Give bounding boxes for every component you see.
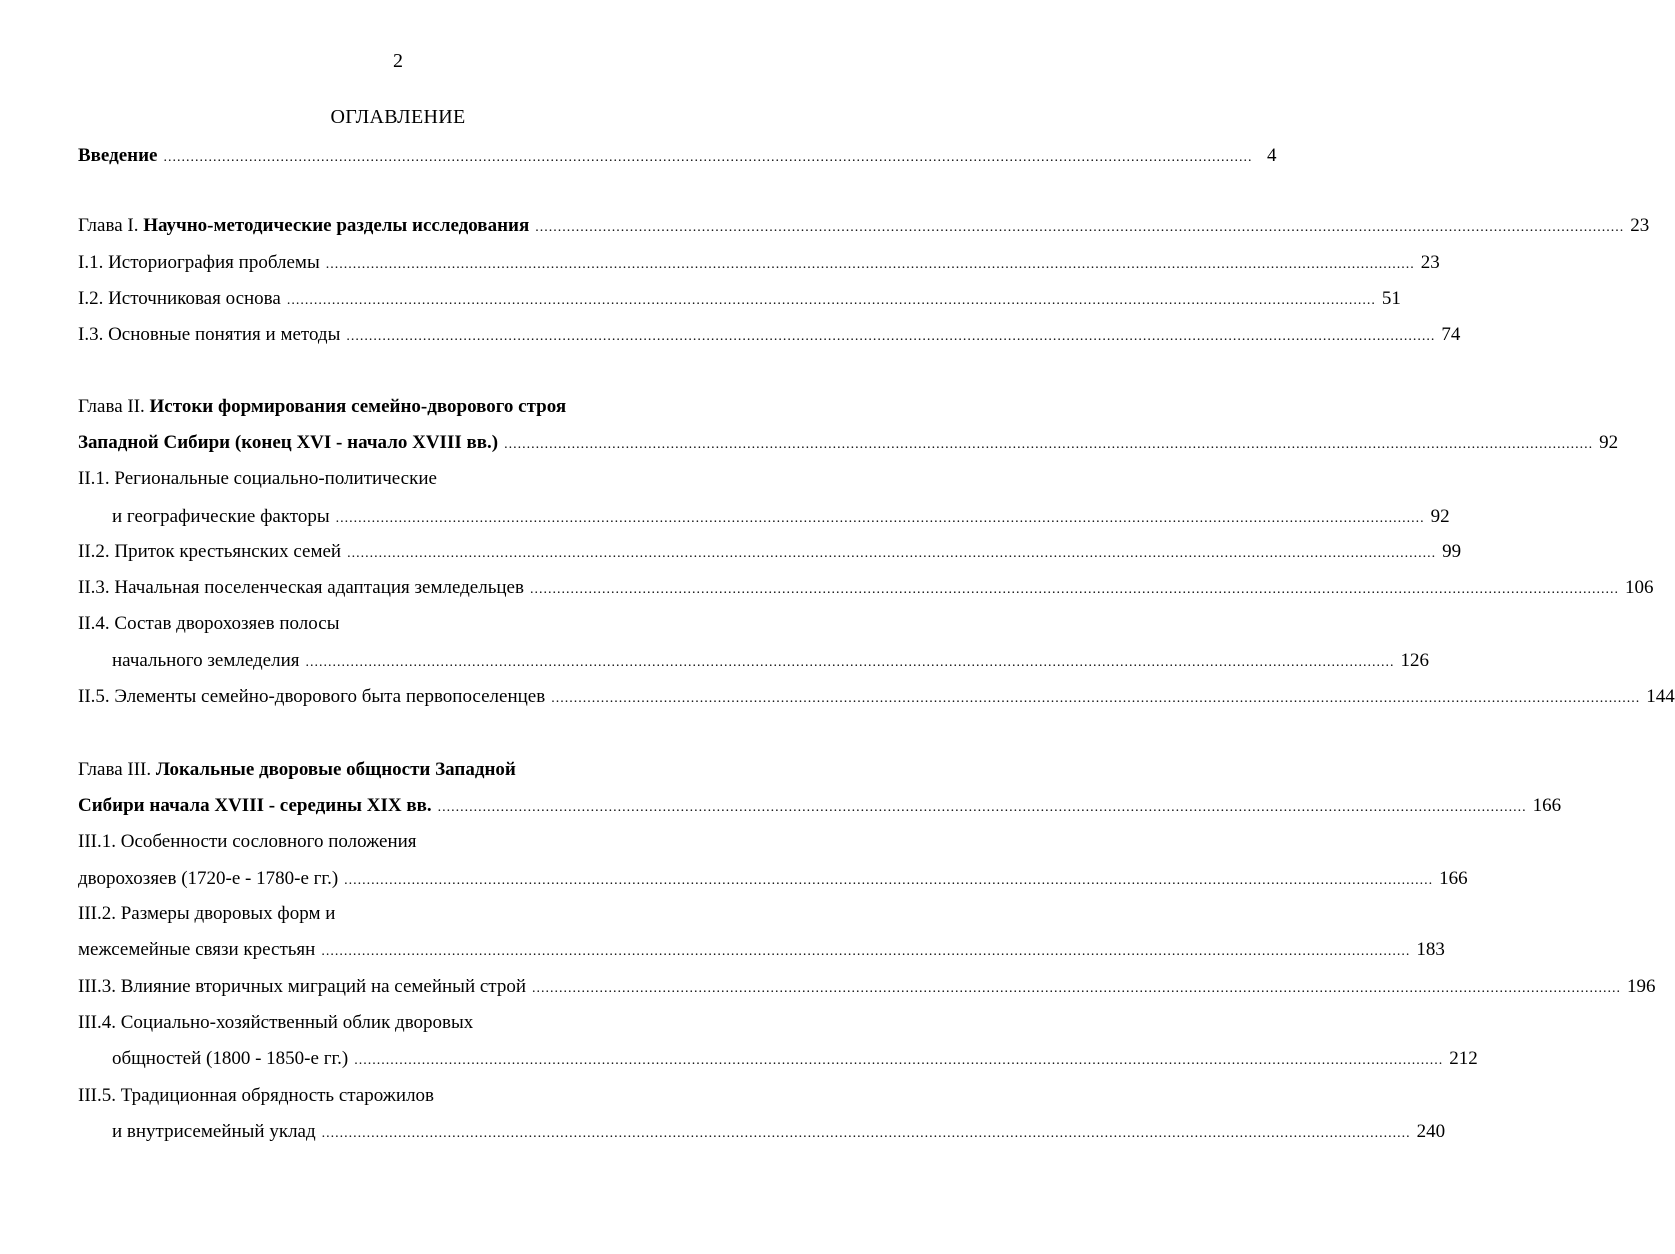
entry-page: 92 <box>1430 506 1450 527</box>
dot-leader: .................................................................................................................................................................................................................................................. <box>532 981 1622 996</box>
toc-entry-introduction[interactable] <box>78 144 1277 168</box>
toc-entry-section-2-5[interactable] <box>78 685 1675 709</box>
dot-leader: .................................................................................................................................................................................................................................................. <box>321 1126 1411 1141</box>
entry-title: II.5. Элементы семейно-дворового быта первопоселенцев <box>78 686 546 707</box>
entry-title: III.4. Социально-хозяйственный облик дворовых <box>78 1012 474 1033</box>
entry-title-cont: межсемейные связи крестьян <box>78 939 316 960</box>
toc-entry-section-1-1[interactable] <box>78 251 1440 275</box>
toc-entry-chapter-2-line2[interactable] <box>78 431 1619 455</box>
toc-entry-section-3-5-line2[interactable] <box>112 1120 1446 1144</box>
chapter-prefix: Глава III. <box>78 759 156 780</box>
entry-page: 166 <box>1439 868 1468 889</box>
entry-title: II.2. Приток крестьянских семей <box>78 541 342 562</box>
chapter-prefix: Глава II. <box>78 396 150 417</box>
entry-page: 51 <box>1381 288 1401 309</box>
entry-page: 4 <box>1267 145 1277 166</box>
dot-leader: .................................................................................................................................................................................................................................................. <box>551 691 1641 706</box>
entry-page: 126 <box>1400 650 1429 671</box>
entry-title-cont: общностей (1800 - 1850-е гг.) <box>112 1048 349 1069</box>
entry-page: 92 <box>1599 432 1619 453</box>
toc-entry-chapter-3-line1[interactable] <box>78 758 750 782</box>
dot-leader: .................................................................................................................................................................................................................................................. <box>354 1053 1444 1068</box>
toc-entry-section-2-4-line2[interactable] <box>112 649 1429 673</box>
entry-title-cont: и внутрисемейный уклад <box>112 1121 316 1142</box>
toc-entry-section-3-4-line1[interactable] <box>78 1011 750 1035</box>
entry-title: III.1. Особенности сословного положения <box>78 831 417 852</box>
entry-title: II.1. Региональные социально-политические <box>78 468 437 489</box>
entry-page: 23 <box>1420 252 1440 273</box>
entry-page: 23 <box>1630 215 1650 236</box>
toc-entry-chapter-3-line2[interactable] <box>78 794 1562 818</box>
entry-title: Введение <box>78 145 158 166</box>
chapter-title: Локальные дворовые общности Западной <box>155 759 516 780</box>
toc-entry-section-3-4-line2[interactable] <box>112 1047 1478 1071</box>
entry-page: 74 <box>1441 324 1461 345</box>
dot-leader: .................................................................................................................................................................................................................................................. <box>163 150 1253 165</box>
dot-leader: .................................................................................................................................................................................................................................................. <box>325 257 1415 272</box>
chapter-title-cont: Сибири начала XVIII - середины XIX вв. <box>78 795 432 816</box>
dot-leader: .................................................................................................................................................................................................................................................. <box>529 582 1619 597</box>
chapter-title: Научно-методические разделы исследования <box>143 215 530 236</box>
chapter-title-cont: Западной Сибири (конец XVI - начало XVIII вв.) <box>78 432 499 453</box>
toc-entry-section-2-1-line1[interactable] <box>78 467 750 491</box>
dot-leader: .................................................................................................................................................................................................................................................. <box>437 800 1527 815</box>
toc-entry-section-2-3[interactable] <box>78 576 1654 600</box>
toc-entry-section-3-3[interactable] <box>78 975 1656 999</box>
entry-title-cont: дворохозяев (1720-е - 1780-е гг.) <box>78 868 339 889</box>
toc-entry-chapter-1[interactable] <box>78 214 1650 238</box>
entry-page: 240 <box>1416 1121 1446 1142</box>
entry-title: I.2. Источниковая основа <box>78 288 281 309</box>
chapter-title: Истоки формирования семейно-дворового строя <box>149 396 567 417</box>
dot-leader: .................................................................................................................................................................................................................................................. <box>305 655 1395 670</box>
entry-title-cont: и географические факторы <box>112 506 330 527</box>
dot-leader: .................................................................................................................................................................................................................................................. <box>335 511 1425 526</box>
dot-leader: .................................................................................................................................................................................................................................................. <box>346 329 1436 344</box>
toc-entry-section-3-2-line2[interactable] <box>78 938 1445 962</box>
toc-entry-section-2-4-line1[interactable] <box>78 612 750 636</box>
entry-title: I.1. Историография проблемы <box>78 252 320 273</box>
entry-page: 99 <box>1442 541 1462 562</box>
toc-entry-section-3-2-line1[interactable] <box>78 902 750 926</box>
toc-entry-section-3-1-line1[interactable] <box>78 830 750 854</box>
dot-leader: .................................................................................................................................................................................................................................................. <box>535 220 1625 235</box>
toc-entry-section-2-1-line2[interactable] <box>112 505 1450 529</box>
chapter-prefix: Глава I. <box>78 215 144 236</box>
entry-title: I.3. Основные понятия и методы <box>78 324 341 345</box>
dot-leader: .................................................................................................................................................................................................................................................. <box>347 546 1437 561</box>
toc-entry-section-3-5-line1[interactable] <box>78 1084 750 1108</box>
toc-entry-chapter-2-line1[interactable] <box>78 395 750 419</box>
entry-title: III.2. Размеры дворовых форм и <box>78 903 336 924</box>
entry-page: 212 <box>1449 1048 1478 1069</box>
dot-leader: .................................................................................................................................................................................................................................................. <box>321 944 1411 959</box>
page-number: 2 <box>393 50 403 72</box>
entry-title: II.3. Начальная поселенческая адаптация земледельцев <box>78 577 524 598</box>
entry-page: 106 <box>1624 577 1654 598</box>
dot-leader: .................................................................................................................................................................................................................................................. <box>344 873 1434 888</box>
toc-title: ОГЛАВЛЕНИЕ <box>330 106 466 128</box>
entry-page: 183 <box>1416 939 1445 960</box>
entry-page: 166 <box>1532 795 1562 816</box>
toc-entry-section-1-2[interactable] <box>78 287 1401 311</box>
entry-title: II.4. Состав дворохозяев полосы <box>78 613 340 634</box>
entry-page: 144 <box>1646 686 1675 707</box>
toc-entry-section-2-2[interactable] <box>78 540 1462 564</box>
entry-title: III.5. Традиционная обрядность старожилов <box>78 1085 435 1106</box>
entry-page: 196 <box>1627 976 1656 997</box>
entry-title: III.3. Влияние вторичных миграций на семейный строй <box>78 976 527 997</box>
entry-title-cont: начального земледелия <box>112 650 300 671</box>
toc-entry-section-3-1-line2[interactable] <box>78 867 1468 891</box>
dot-leader: .................................................................................................................................................................................................................................................. <box>286 293 1376 308</box>
toc-entry-section-1-3[interactable] <box>78 323 1461 347</box>
dot-leader: .................................................................................................................................................................................................................................................. <box>504 437 1594 452</box>
